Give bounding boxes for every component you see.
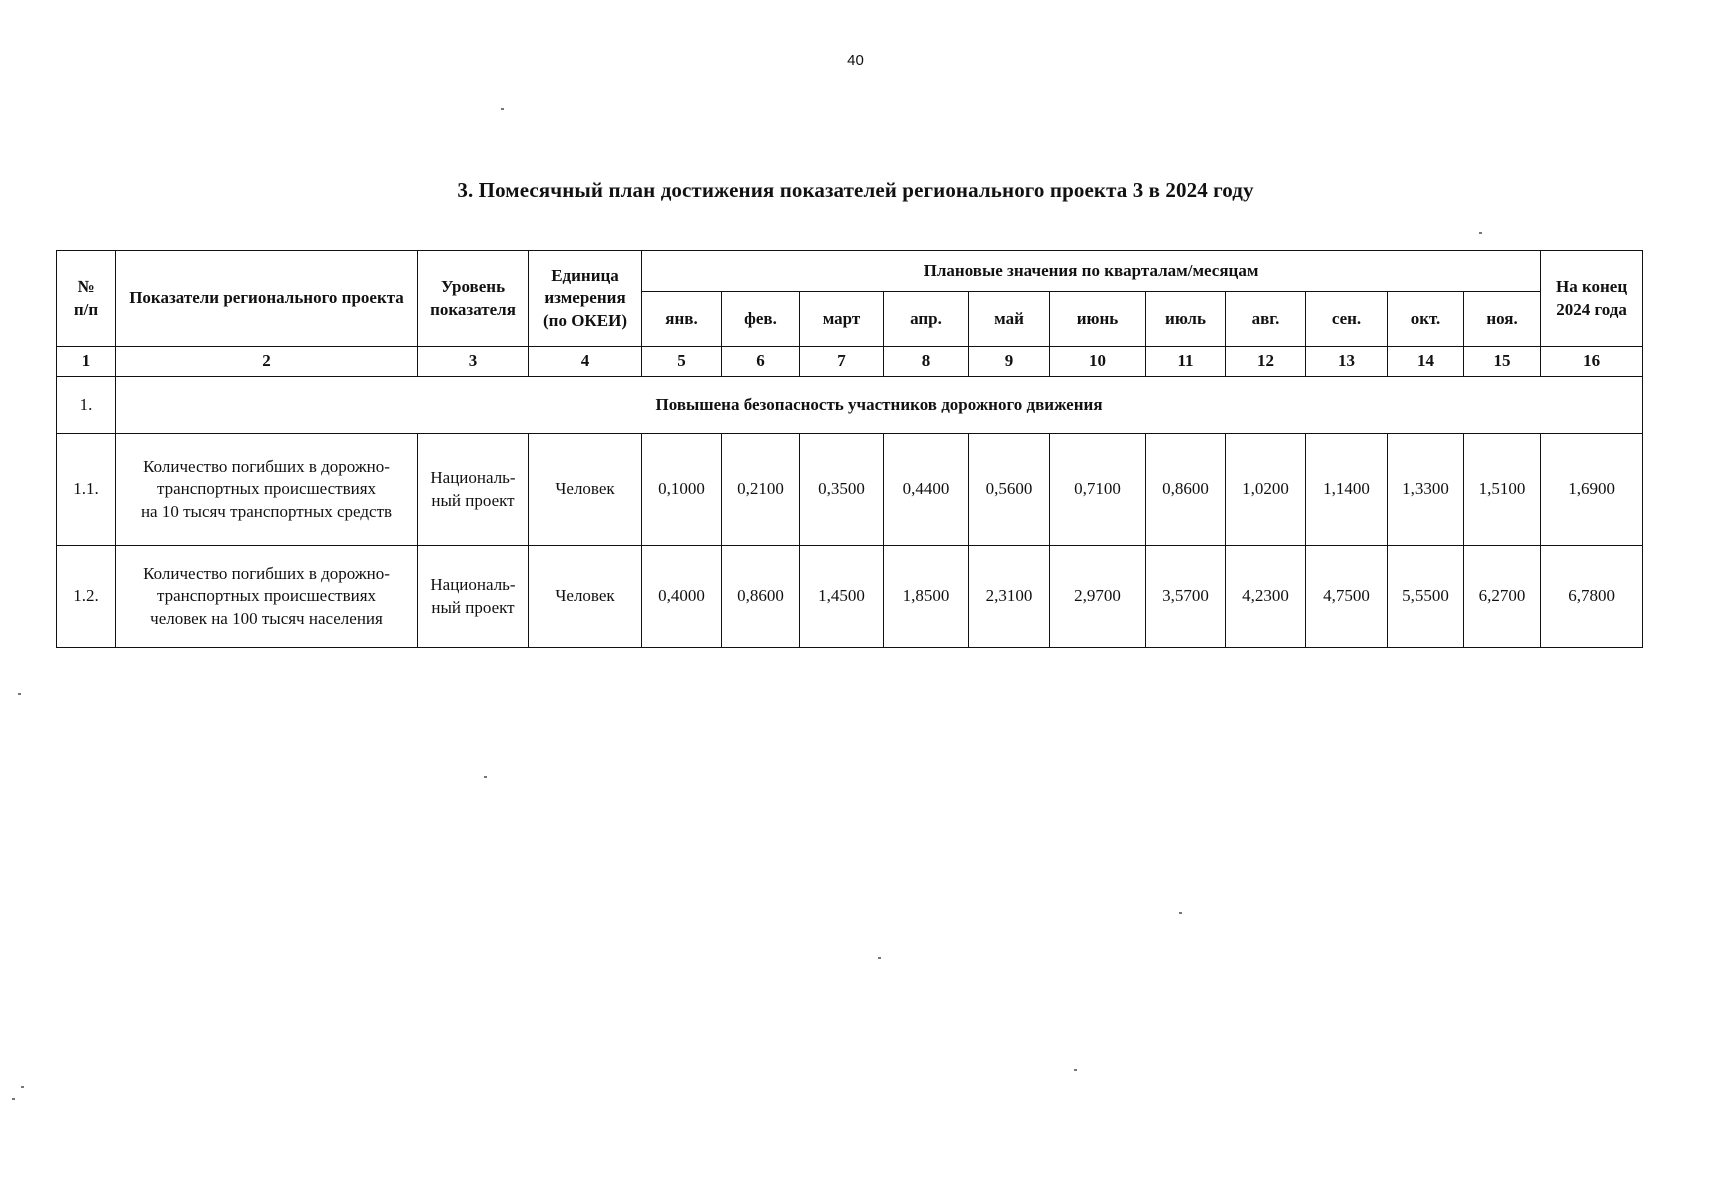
column-number-row xyxy=(57,347,1643,377)
table-row xyxy=(57,546,1643,648)
header-month-mar: март xyxy=(800,292,884,347)
value-cell: 0,1000 xyxy=(642,434,722,546)
value-cell: 0,7100 xyxy=(1050,434,1146,546)
value-cell: 0,8600 xyxy=(1146,434,1226,546)
scan-speck xyxy=(12,1098,15,1100)
value-cell: 1,8500 xyxy=(884,546,969,648)
header-month-jan: янв. xyxy=(642,292,722,347)
column-number-cell: 8 xyxy=(884,347,969,377)
column-number-cell: 11 xyxy=(1146,347,1226,377)
column-number-cell: 5 xyxy=(642,347,722,377)
value-cell: 2,3100 xyxy=(969,546,1050,648)
column-number-cell: 1 xyxy=(57,347,116,377)
value-cell: 0,4000 xyxy=(642,546,722,648)
value-cell: 1,5100 xyxy=(1464,434,1541,546)
column-number-cell: 2 xyxy=(116,347,418,377)
scan-speck xyxy=(1479,232,1482,234)
value-cell: 1,3300 xyxy=(1388,434,1464,546)
column-number-cell: 7 xyxy=(800,347,884,377)
year-end-value: 6,7800 xyxy=(1541,546,1643,648)
section-title: 3. Помесячный план достижения показателей регионального проекта 3 в 2024 году xyxy=(457,178,1254,202)
value-cell: 2,9700 xyxy=(1050,546,1146,648)
section-label: Повышена безопасность участников дорожного движения xyxy=(116,377,1643,434)
header-unit: Единица измерения (по ОКЕИ) xyxy=(529,251,642,347)
column-number-cell: 16 xyxy=(1541,347,1643,377)
header-level: Уровень показателя xyxy=(418,251,529,347)
scan-speck xyxy=(878,957,881,959)
header-number: № п/п xyxy=(57,251,116,347)
value-cell: 3,5700 xyxy=(1146,546,1226,648)
column-number-cell: 3 xyxy=(418,347,529,377)
header-month-may: май xyxy=(969,292,1050,347)
column-number-cell: 14 xyxy=(1388,347,1464,377)
page-number: 40 xyxy=(847,52,864,69)
header-month-apr: апр. xyxy=(884,292,969,347)
section-number: 1. xyxy=(57,377,116,434)
header-month-oct: окт. xyxy=(1388,292,1464,347)
header-month-feb: фев. xyxy=(722,292,800,347)
value-cell: 0,5600 xyxy=(969,434,1050,546)
value-cell: 1,0200 xyxy=(1226,434,1306,546)
row-number: 1.2. xyxy=(57,546,116,648)
header-row xyxy=(57,251,1643,292)
column-number-cell: 12 xyxy=(1226,347,1306,377)
indicator-name: Количество погибших в дорожно- транспортных происшествиях на 10 тысяч транспортных средств xyxy=(116,434,418,546)
value-cell: 6,2700 xyxy=(1464,546,1541,648)
year-end-value: 1,6900 xyxy=(1541,434,1643,546)
header-month-jul: июль xyxy=(1146,292,1226,347)
column-number-cell: 10 xyxy=(1050,347,1146,377)
column-number-cell: 4 xyxy=(529,347,642,377)
monthly-plan-table xyxy=(56,250,1643,648)
scan-speck xyxy=(484,776,487,778)
header-planned-values: Плановые значения по кварталам/месяцам xyxy=(642,251,1541,292)
value-cell: 1,4500 xyxy=(800,546,884,648)
indicator-unit: Человек xyxy=(529,546,642,648)
value-cell: 0,4400 xyxy=(884,434,969,546)
value-cell: 4,7500 xyxy=(1306,546,1388,648)
indicator-name: Количество погибших в дорожно- транспортных происшествиях человек на 100 тысяч населения xyxy=(116,546,418,648)
value-cell: 0,8600 xyxy=(722,546,800,648)
indicator-level: Националь- ный проект xyxy=(418,546,529,648)
value-cell: 1,1400 xyxy=(1306,434,1388,546)
header-month-jun: июнь xyxy=(1050,292,1146,347)
scan-speck xyxy=(1179,912,1182,914)
value-cell: 4,2300 xyxy=(1226,546,1306,648)
row-number: 1.1. xyxy=(57,434,116,546)
value-cell: 5,5500 xyxy=(1388,546,1464,648)
scan-speck xyxy=(1074,1069,1077,1071)
header-year-end: На конец 2024 года xyxy=(1541,251,1643,347)
value-cell: 0,2100 xyxy=(722,434,800,546)
indicator-level: Националь- ный проект xyxy=(418,434,529,546)
column-number-cell: 15 xyxy=(1464,347,1541,377)
header-indicator: Показатели регионального проекта xyxy=(116,251,418,347)
scan-speck xyxy=(18,693,21,695)
column-number-cell: 6 xyxy=(722,347,800,377)
header-month-nov: ноя. xyxy=(1464,292,1541,347)
column-number-cell: 13 xyxy=(1306,347,1388,377)
scan-speck xyxy=(501,108,504,110)
header-month-sep: сен. xyxy=(1306,292,1388,347)
value-cell: 0,3500 xyxy=(800,434,884,546)
scan-speck xyxy=(21,1086,24,1088)
indicator-unit: Человек xyxy=(529,434,642,546)
table-row xyxy=(57,434,1643,546)
section-row xyxy=(57,377,1643,434)
header-month-aug: авг. xyxy=(1226,292,1306,347)
column-number-cell: 9 xyxy=(969,347,1050,377)
